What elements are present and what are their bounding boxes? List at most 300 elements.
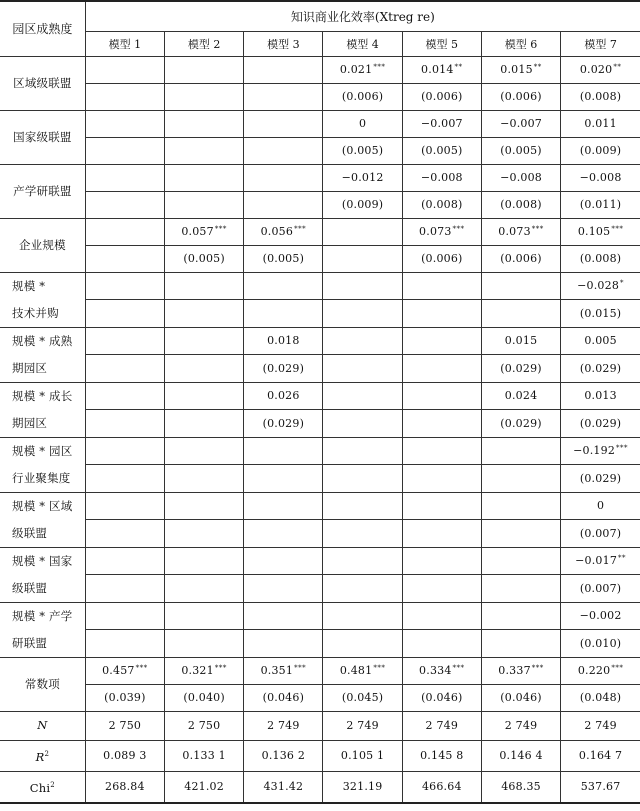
significance-stars: *** (135, 664, 148, 672)
coefficient-value: −0.192 (573, 444, 616, 458)
coefficient-cell (561, 602, 640, 630)
significance-stars: *** (294, 225, 307, 233)
coefficient-cell (561, 164, 640, 191)
coefficient-cell (244, 56, 323, 83)
coef-row (0, 164, 640, 191)
standard-error-cell (323, 245, 402, 272)
coef-row (0, 657, 640, 684)
variable-label (0, 547, 85, 602)
standard-error-cell: (0.006) (481, 83, 560, 110)
standard-error-cell (85, 520, 164, 548)
coefficient-cell (481, 110, 560, 137)
coefficient-cell (481, 492, 560, 520)
variable-label-line: 级联盟 (12, 525, 48, 540)
coefficient-cell (402, 164, 481, 191)
standard-error-cell (244, 83, 323, 110)
variable-label-line: 级联盟 (12, 580, 48, 595)
standard-error-cell: (0.029) (561, 410, 640, 438)
coefficient-cell (244, 327, 323, 355)
coef-row (0, 382, 640, 410)
standard-error-cell (85, 355, 164, 383)
coefficient-cell (561, 327, 640, 355)
coefficient-cell (85, 437, 164, 465)
stat-value: 0.136 2 (244, 740, 323, 771)
coefficient-value: 0.011 (584, 117, 617, 130)
coefficient-value: 0.334 (419, 664, 452, 677)
standard-error-cell (323, 355, 402, 383)
coefficient-value: 0.337 (498, 664, 531, 677)
standard-error-cell (481, 465, 560, 493)
coefficient-value: 0.015 (500, 63, 533, 76)
coefficient-value: −0.012 (341, 171, 384, 184)
coefficient-cell (481, 272, 560, 300)
standard-error-cell (323, 575, 402, 603)
significance-stars: * (620, 279, 625, 288)
standard-error-cell: (0.040) (164, 684, 243, 711)
se-row (0, 520, 640, 548)
coefficient-cell (402, 110, 481, 137)
coefficient-cell (85, 657, 164, 684)
standard-error-cell (402, 355, 481, 383)
standard-error-cell (402, 520, 481, 548)
coef-row (0, 547, 640, 575)
coefficient-cell (85, 327, 164, 355)
coefficient-cell (481, 382, 560, 410)
stat-value: 2 749 (402, 711, 481, 740)
stat-row (0, 711, 640, 740)
coefficient-cell (402, 56, 481, 83)
significance-stars: *** (373, 664, 386, 672)
coefficient-value: 0.105 (577, 225, 611, 238)
coefficient-cell (164, 164, 243, 191)
coefficient-cell (323, 437, 402, 465)
coefficient-value: 0.321 (181, 664, 214, 677)
coefficient-value: 0.020 (579, 63, 613, 76)
coefficient-cell (323, 272, 402, 300)
coef-row (0, 327, 640, 355)
standard-error-cell: (0.046) (244, 684, 323, 711)
standard-error-cell (164, 630, 243, 658)
super-header: 知识商业化效率(Xtreg re) (85, 1, 640, 31)
coefficient-cell (402, 218, 481, 245)
stat-value: 2 749 (323, 711, 402, 740)
coefficient-cell (561, 657, 640, 684)
coefficient-cell (244, 110, 323, 137)
variable-label-line: 期园区 (12, 360, 48, 375)
variable-label (0, 492, 85, 547)
standard-error-cell (164, 410, 243, 438)
coefficient-cell (85, 164, 164, 191)
standard-error-cell (85, 245, 164, 272)
standard-error-cell (85, 300, 164, 328)
variable-label (0, 382, 85, 437)
standard-error-cell (402, 465, 481, 493)
coef-row (0, 56, 640, 83)
significance-stars: ** (613, 63, 622, 71)
coefficient-value: −0.008 (420, 171, 463, 184)
standard-error-cell: (0.007) (561, 520, 640, 548)
variable-label (0, 327, 85, 382)
coefficient-cell (402, 382, 481, 410)
model-header: 模型 5 (402, 31, 481, 56)
variable-label (0, 164, 85, 218)
coefficient-cell (244, 657, 323, 684)
significance-stars: ** (618, 554, 627, 563)
stat-value: 321.19 (323, 771, 402, 803)
coefficient-cell (402, 272, 481, 300)
coefficient-value: −0.007 (500, 117, 542, 130)
variable-label (0, 657, 85, 711)
standard-error-cell (481, 520, 560, 548)
stat-label (0, 771, 85, 803)
standard-error-cell (85, 410, 164, 438)
coefficient-cell (244, 218, 323, 245)
coefficient-value: 0.014 (421, 63, 454, 76)
variable-label-line: 期园区 (12, 415, 48, 430)
standard-error-cell: (0.006) (481, 245, 560, 272)
standard-error-cell (164, 191, 243, 218)
stat-value: 468.35 (481, 771, 560, 803)
stat-value: 421.02 (164, 771, 243, 803)
standard-error-cell: (0.009) (323, 191, 402, 218)
se-row (0, 410, 640, 438)
standard-error-cell: (0.007) (561, 575, 640, 603)
coefficient-cell (85, 56, 164, 83)
standard-error-cell (244, 630, 323, 658)
coefficient-value: −0.002 (579, 609, 622, 623)
coefficient-cell (164, 110, 243, 137)
standard-error-cell: (0.029) (244, 410, 323, 438)
standard-error-cell: (0.008) (481, 191, 560, 218)
model-header: 模型 2 (164, 31, 243, 56)
standard-error-cell (85, 465, 164, 493)
standard-error-cell: (0.046) (402, 684, 481, 711)
standard-error-cell (402, 410, 481, 438)
coefficient-value: 0.056 (260, 225, 294, 238)
coefficient-cell (481, 602, 560, 630)
coefficient-value: 0.024 (504, 389, 538, 403)
coefficient-cell (85, 272, 164, 300)
stat-row (0, 740, 640, 771)
stat-value: 2 749 (244, 711, 323, 740)
significance-stars: *** (611, 664, 624, 672)
coefficient-cell (85, 602, 164, 630)
standard-error-cell: (0.045) (323, 684, 402, 711)
coefficient-cell (244, 164, 323, 191)
standard-error-cell (481, 300, 560, 328)
coefficient-cell (164, 272, 243, 300)
standard-error-cell: (0.029) (481, 355, 560, 383)
stat-value: 0.133 1 (164, 740, 243, 771)
variable-label-line: 规模 * (12, 278, 46, 293)
coef-row (0, 492, 640, 520)
coefficient-cell (164, 547, 243, 575)
stat-value: 466.64 (402, 771, 481, 803)
coefficient-cell (323, 164, 402, 191)
variable-label (0, 437, 85, 492)
coefficient-cell (244, 492, 323, 520)
coefficient-value: 0.057 (181, 225, 214, 238)
coefficient-cell (561, 110, 640, 137)
coefficient-cell (561, 437, 640, 465)
coefficient-cell (323, 327, 402, 355)
coefficient-cell (402, 327, 481, 355)
variable-label-line: 研联盟 (12, 635, 48, 650)
variable-label-line: 技术并购 (12, 305, 59, 320)
standard-error-cell: (0.015) (561, 300, 640, 328)
standard-error-cell (164, 575, 243, 603)
standard-error-cell (244, 300, 323, 328)
se-row (0, 191, 640, 218)
coefficient-value: 0.021 (339, 63, 373, 76)
coefficient-cell (561, 272, 640, 300)
stat-value: 2 750 (85, 711, 164, 740)
standard-error-cell (164, 137, 243, 164)
standard-error-cell (402, 630, 481, 658)
stat-label-text: Chi (29, 780, 51, 795)
coefficient-cell (481, 547, 560, 575)
stat-value: 0.089 3 (85, 740, 164, 771)
coefficient-cell (323, 602, 402, 630)
standard-error-cell (164, 83, 243, 110)
se-row (0, 137, 640, 164)
model-header: 模型 7 (561, 31, 640, 56)
standard-error-cell (244, 137, 323, 164)
variable-label (0, 56, 85, 110)
standard-error-cell: (0.048) (561, 684, 640, 711)
se-row (0, 83, 640, 110)
coefficient-value: 0.018 (267, 334, 300, 348)
coefficient-cell (561, 382, 640, 410)
standard-error-cell: (0.009) (561, 137, 640, 164)
variable-label (0, 110, 85, 164)
coefficient-value: −0.007 (420, 117, 463, 130)
coefficient-cell (561, 218, 640, 245)
standard-error-cell: (0.006) (402, 245, 481, 272)
model-header: 模型 6 (481, 31, 560, 56)
model-header-row (0, 31, 640, 56)
standard-error-cell (323, 520, 402, 548)
coefficient-cell (323, 110, 402, 137)
standard-error-cell (323, 465, 402, 493)
stat-label-text: N (37, 718, 48, 732)
standard-error-cell: (0.005) (244, 245, 323, 272)
coefficient-cell (85, 218, 164, 245)
coefficient-cell (164, 218, 243, 245)
standard-error-cell (244, 191, 323, 218)
model-header: 模型 3 (244, 31, 323, 56)
stat-label-superscript: 2 (50, 780, 55, 789)
significance-stars: *** (531, 225, 544, 233)
coefficient-value: 0.073 (498, 225, 531, 238)
standard-error-cell (481, 575, 560, 603)
se-row (0, 465, 640, 493)
coefficient-value: −0.008 (579, 171, 622, 184)
variable-label-line: 规模 * 成长 (12, 388, 73, 403)
coefficient-value: 0 (596, 499, 605, 513)
coefficient-cell (481, 327, 560, 355)
variable-label-line: 行业聚集度 (12, 470, 71, 485)
coefficient-value: −0.008 (500, 171, 542, 184)
coefficient-cell (164, 56, 243, 83)
coefficient-cell (323, 218, 402, 245)
standard-error-cell (244, 465, 323, 493)
standard-error-cell (323, 630, 402, 658)
standard-error-cell (164, 465, 243, 493)
standard-error-cell (244, 575, 323, 603)
coefficient-cell (481, 218, 560, 245)
standard-error-cell: (0.008) (561, 83, 640, 110)
coefficient-cell (481, 164, 560, 191)
standard-error-cell (85, 137, 164, 164)
significance-stars: *** (611, 225, 624, 233)
stat-value: 0.105 1 (323, 740, 402, 771)
coefficient-cell (481, 657, 560, 684)
stat-value: 537.67 (561, 771, 640, 803)
model-header: 模型 4 (323, 31, 402, 56)
coefficient-cell (402, 437, 481, 465)
stat-label-text: R (35, 749, 45, 764)
standard-error-cell: (0.029) (561, 465, 640, 493)
variable-label-line: 规模 * 产学 (12, 608, 73, 623)
se-row (0, 245, 640, 272)
variable-label-line: 国家级联盟 (13, 129, 72, 144)
coefficient-value: 0.005 (584, 334, 617, 348)
standard-error-cell (85, 630, 164, 658)
standard-error-cell: (0.011) (561, 191, 640, 218)
coefficient-cell (561, 56, 640, 83)
coefficient-value: −0.028 (577, 279, 620, 293)
coef-row (0, 437, 640, 465)
coefficient-cell (164, 327, 243, 355)
standard-error-cell: (0.005) (481, 137, 560, 164)
coefficient-cell (85, 110, 164, 137)
variable-label-line: 规模 * 国家 (12, 553, 73, 568)
stat-label (0, 711, 85, 740)
coefficient-cell (164, 382, 243, 410)
se-row (0, 630, 640, 658)
standard-error-cell: (0.005) (323, 137, 402, 164)
coefficient-value: 0 (358, 117, 367, 130)
significance-stars: *** (616, 444, 629, 453)
standard-error-cell (85, 191, 164, 218)
standard-error-cell: (0.029) (561, 355, 640, 383)
coefficient-cell (323, 547, 402, 575)
significance-stars: ** (533, 63, 542, 71)
se-row (0, 355, 640, 383)
model-header: 模型 1 (85, 31, 164, 56)
coefficient-cell (164, 492, 243, 520)
coefficient-value: 0.015 (504, 334, 538, 348)
standard-error-cell: (0.008) (402, 191, 481, 218)
stat-value: 2 749 (561, 711, 640, 740)
standard-error-cell: (0.029) (244, 355, 323, 383)
significance-stars: *** (452, 664, 465, 672)
coefficient-cell (323, 56, 402, 83)
coefficient-value: 0.220 (577, 664, 611, 677)
standard-error-cell: (0.006) (402, 83, 481, 110)
standard-error-cell (164, 300, 243, 328)
variable-label-line: 区域级联盟 (13, 75, 72, 90)
coefficient-value: −0.017 (575, 554, 618, 568)
coefficient-cell (323, 382, 402, 410)
coefficient-value: 0.073 (419, 225, 452, 238)
stat-label-superscript: 2 (44, 749, 50, 758)
variable-label (0, 602, 85, 657)
stub-header: 园区成熟度 (0, 1, 85, 56)
standard-error-cell (85, 575, 164, 603)
coefficient-cell (164, 437, 243, 465)
stat-value: 2 749 (481, 711, 560, 740)
coefficient-cell (323, 657, 402, 684)
coefficient-cell (244, 602, 323, 630)
standard-error-cell (402, 575, 481, 603)
stat-value: 0.164 7 (561, 740, 640, 771)
stat-value: 0.145 8 (402, 740, 481, 771)
coefficient-cell (402, 547, 481, 575)
coef-row (0, 110, 640, 137)
header-row (0, 1, 640, 31)
stat-value: 2 750 (164, 711, 243, 740)
coefficient-cell (164, 602, 243, 630)
coefficient-cell (244, 272, 323, 300)
coefficient-cell (402, 492, 481, 520)
stat-row (0, 771, 640, 803)
coefficient-value: 0.481 (339, 664, 373, 677)
coefficient-cell (481, 56, 560, 83)
coefficient-cell (244, 382, 323, 410)
coefficient-cell (481, 437, 560, 465)
coefficient-value: 0.026 (267, 389, 300, 403)
standard-error-cell: (0.006) (323, 83, 402, 110)
variable-label-line: 常数项 (24, 676, 60, 691)
coefficient-cell (561, 547, 640, 575)
variable-label-line: 企业规模 (18, 237, 66, 252)
stat-value: 268.84 (85, 771, 164, 803)
coef-row (0, 218, 640, 245)
standard-error-cell (85, 83, 164, 110)
significance-stars: *** (294, 664, 307, 672)
standard-error-cell: (0.010) (561, 630, 640, 658)
standard-error-cell (402, 300, 481, 328)
coefficient-cell (323, 492, 402, 520)
coefficient-cell (164, 657, 243, 684)
coefficient-cell (85, 492, 164, 520)
significance-stars: *** (373, 63, 386, 71)
coefficient-cell (85, 547, 164, 575)
se-row (0, 684, 640, 711)
stat-value: 431.42 (244, 771, 323, 803)
standard-error-cell: (0.005) (402, 137, 481, 164)
significance-stars: ** (454, 63, 463, 71)
coefficient-cell (402, 602, 481, 630)
significance-stars: *** (214, 225, 227, 233)
standard-error-cell: (0.039) (85, 684, 164, 711)
standard-error-cell (323, 300, 402, 328)
significance-stars: *** (531, 664, 544, 672)
coefficient-cell (402, 657, 481, 684)
variable-label-line: 规模 * 成熟 (12, 333, 73, 348)
variable-label (0, 218, 85, 272)
coefficient-value: 0.457 (102, 664, 135, 677)
standard-error-cell (164, 520, 243, 548)
coefficient-cell (85, 382, 164, 410)
standard-error-cell (481, 630, 560, 658)
standard-error-cell: (0.008) (561, 245, 640, 272)
se-row (0, 575, 640, 603)
standard-error-cell (244, 520, 323, 548)
standard-error-cell: (0.005) (164, 245, 243, 272)
